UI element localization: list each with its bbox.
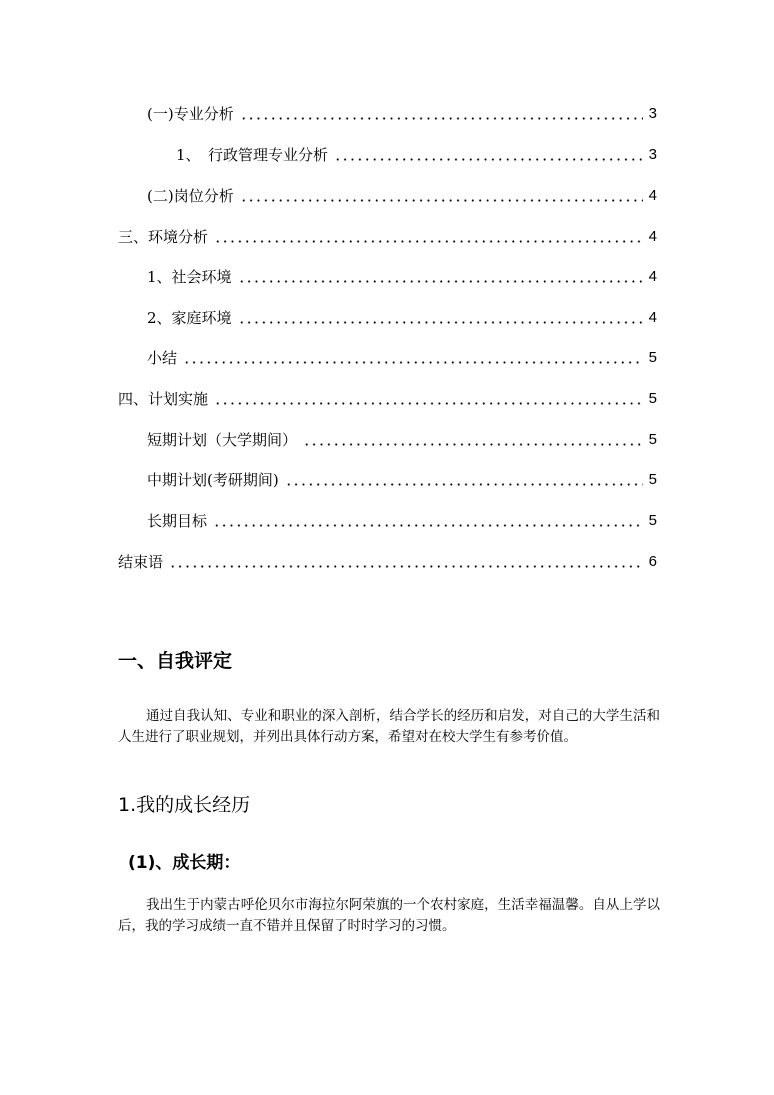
toc-leader-dots	[214, 402, 643, 405]
toc-leader-dots	[303, 443, 643, 446]
toc-entry-label: 短期计划（大学期间）	[147, 431, 298, 449]
toc-page-number: 5	[648, 512, 657, 529]
toc-entry-label: 中期计划(考研期间)	[147, 471, 279, 489]
toc-page-number: 5	[648, 390, 657, 407]
toc-entry[interactable]	[147, 346, 657, 370]
toc-page-number: 5	[648, 471, 657, 488]
toc-page-number: 4	[648, 187, 657, 204]
toc-entry[interactable]	[147, 306, 657, 330]
subsubsection-heading: (1)、成长期：	[128, 853, 241, 873]
toc-entry-label: 小结	[147, 349, 178, 367]
toc-entry-label: 四、计划实施	[118, 390, 209, 408]
intro-paragraph: 通过自我认知、专业和职业的深入剖析，结合学长的经历和启发，对自己的大学生活和人生进行了职业规划，并列出具体行动方案，希望对在校大学生有参考价值。	[118, 708, 660, 745]
toc-entry-label: 1、 行政管理专业分析	[176, 146, 329, 164]
toc-page-number: 4	[648, 309, 657, 326]
toc-entry[interactable]	[147, 428, 657, 452]
toc-leader-dots	[238, 280, 643, 283]
growth-paragraph: 我出生于内蒙古呼伦贝尔市海拉尔阿荣旗的一个农村家庭，生活幸福温馨。自从上学以后，我的学习成绩一直不错并且保留了时时学习的习惯。	[118, 897, 660, 934]
toc-page-number: 3	[648, 146, 657, 163]
section-heading: 一、自我评定	[118, 650, 233, 672]
toc-leader-dots	[285, 483, 643, 486]
toc-entry[interactable]	[118, 550, 657, 574]
toc-entry-label: (一)专业分析	[147, 105, 234, 123]
toc-entry[interactable]	[118, 387, 657, 411]
toc-leader-dots	[240, 117, 643, 120]
toc-leader-dots	[213, 524, 643, 527]
toc-entry-label: 长期目标	[147, 512, 208, 530]
toc-entry[interactable]	[176, 143, 657, 167]
toc-entry[interactable]	[147, 265, 657, 289]
toc-leader-dots	[334, 158, 643, 161]
toc-entry-label: 2、家庭环境	[147, 309, 232, 327]
toc-leader-dots	[183, 361, 643, 364]
toc-page-number: 6	[648, 553, 657, 570]
toc-entry-label: 三、环境分析	[118, 228, 209, 246]
toc-leader-dots	[240, 199, 643, 202]
toc-page-number: 4	[648, 228, 657, 245]
toc-page-number: 3	[648, 105, 657, 122]
toc-leader-dots	[238, 321, 643, 324]
toc-leader-dots	[214, 240, 643, 243]
toc-entry-label: 结束语	[118, 553, 164, 571]
toc-entry[interactable]	[147, 102, 657, 126]
toc-page-number: 5	[648, 349, 657, 366]
toc-entry[interactable]	[147, 509, 657, 533]
toc-entry[interactable]	[118, 225, 657, 249]
toc-leader-dots	[169, 565, 643, 568]
toc-entry-label: 1、社会环境	[147, 268, 232, 286]
toc-entry-label: (二)岗位分析	[147, 187, 234, 205]
subsection-heading: 1.我的成长经历	[118, 794, 251, 816]
toc-entry[interactable]	[147, 184, 657, 208]
toc-page-number: 5	[648, 431, 657, 448]
toc-page-number: 4	[648, 268, 657, 285]
toc-entry[interactable]	[147, 468, 657, 492]
